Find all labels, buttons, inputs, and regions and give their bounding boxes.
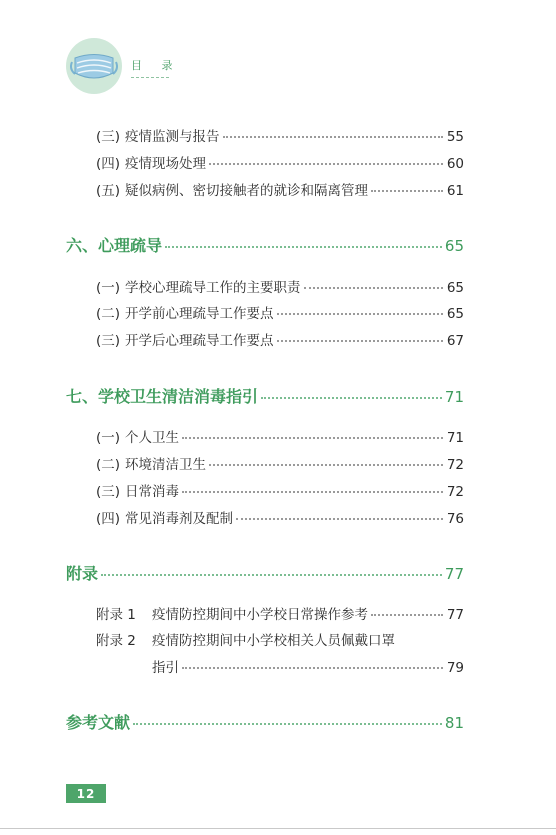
dot-leader	[223, 136, 443, 138]
dot-leader	[133, 723, 442, 725]
toc-entry[interactable]: (五) 疑似病例、密切接触者的就诊和隔离管理 61	[96, 183, 464, 199]
toc-entry[interactable]: (四) 常见消毒剂及配制 76	[96, 511, 464, 527]
bottom-rule	[0, 828, 556, 829]
page-ref: 65	[444, 237, 464, 255]
dot-leader	[304, 287, 443, 289]
toc-entry[interactable]: (一) 个人卫生 71	[96, 430, 464, 446]
toc-entry-first-line[interactable]: 附录 2 疫情防控期间中小学校相关人员佩戴口罩	[96, 633, 395, 649]
dot-leader	[182, 437, 443, 439]
toc-section-heading[interactable]: 七、学校卫生清洁消毒指引 71	[66, 387, 464, 406]
page-ref: 77	[444, 565, 464, 583]
page-ref: 71	[446, 430, 464, 446]
toc-entry[interactable]: (一) 学校心理疏导工作的主要职责 65	[96, 280, 464, 296]
toc-entry[interactable]: (三) 开学后心理疏导工作要点 67	[96, 333, 464, 349]
page-ref: 55	[446, 129, 464, 145]
page-ref: 81	[444, 714, 464, 732]
page-ref: 65	[446, 306, 464, 322]
page-number-badge: 12	[66, 784, 106, 803]
page-ref: 60	[446, 156, 464, 172]
toc-section-heading[interactable]: 附录 77	[66, 564, 464, 583]
dot-leader	[371, 614, 443, 616]
toc-entry[interactable]: (三) 日常消毒 72	[96, 484, 464, 500]
page-ref: 71	[444, 388, 464, 406]
page-ref: 65	[446, 280, 464, 296]
page-ref: 72	[446, 457, 464, 473]
page-ref: 79	[446, 660, 464, 676]
page-title: 目 录	[131, 59, 181, 72]
page-ref: 61	[446, 183, 464, 199]
dot-leader	[371, 190, 443, 192]
title-underline	[131, 77, 169, 78]
toc-entry[interactable]: (三) 疫情监测与报告 55	[96, 129, 464, 145]
toc-entry-continuation[interactable]: 指引 79	[152, 660, 464, 676]
dot-leader	[261, 397, 442, 399]
toc-entry[interactable]: (四) 疫情现场处理 60	[96, 156, 464, 172]
dot-leader	[236, 518, 443, 520]
toc-entry[interactable]: 附录 1 疫情防控期间中小学校日常操作参考 77	[96, 607, 464, 623]
toc-section-heading[interactable]: 参考文献 81	[66, 713, 464, 732]
toc-entry[interactable]: (二) 开学前心理疏导工作要点 65	[96, 306, 464, 322]
page-ref: 72	[446, 484, 464, 500]
mask-badge	[66, 38, 122, 94]
dot-leader	[182, 667, 443, 669]
page-ref: 77	[446, 607, 464, 623]
face-mask-icon	[66, 38, 122, 94]
toc-section-heading[interactable]: 六、心理疏导 65	[66, 236, 464, 255]
dot-leader	[209, 163, 443, 165]
dot-leader	[277, 340, 443, 342]
dot-leader	[101, 574, 442, 576]
dot-leader	[165, 246, 442, 248]
dot-leader	[277, 313, 443, 315]
page-ref: 67	[446, 333, 464, 349]
dot-leader	[209, 464, 443, 466]
toc-entry[interactable]: (二) 环境清洁卫生 72	[96, 457, 464, 473]
page-ref: 76	[446, 511, 464, 527]
dot-leader	[182, 491, 443, 493]
